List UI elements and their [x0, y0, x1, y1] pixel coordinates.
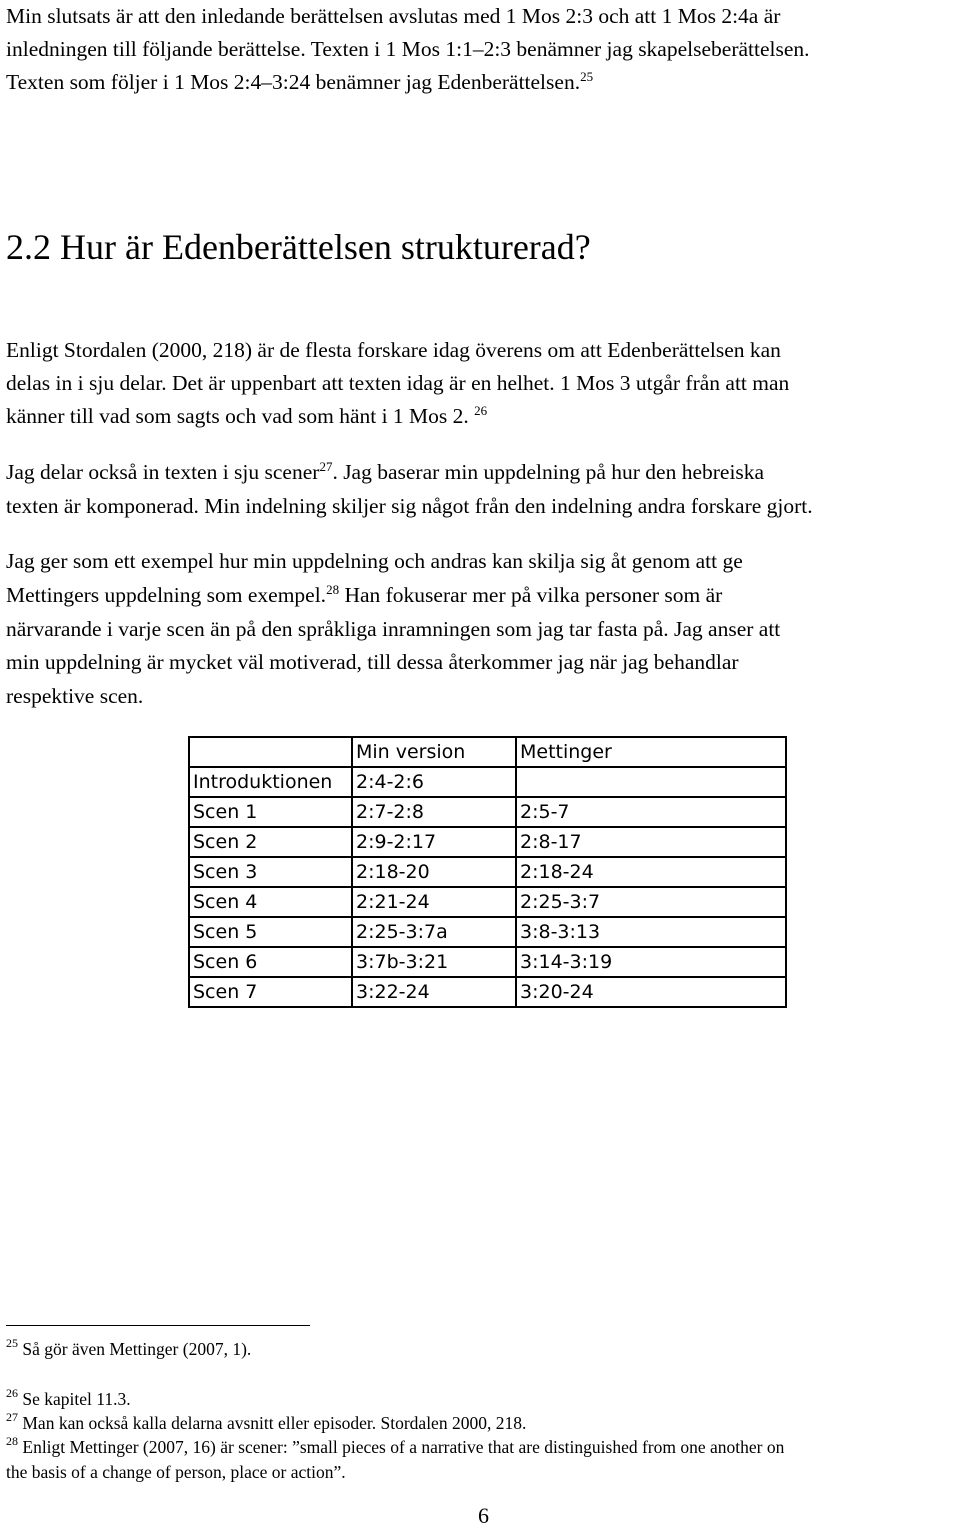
table-row — [189, 827, 786, 857]
min-version-cell: 2:9-2:17 — [352, 827, 516, 857]
mettinger-cell: 2:5-7 — [516, 797, 786, 827]
header-cell-empty — [189, 737, 352, 767]
table-row — [189, 947, 786, 977]
footnote-ref-28[interactable]: 28 — [326, 582, 340, 597]
para2-line-2: texten är komponerad. Min indelning skiljer sig något från den indelning andra forskare gjort. — [6, 494, 813, 518]
min-version-cell: 2:25-3:7a — [352, 917, 516, 947]
para2-line-1 — [6, 459, 765, 484]
section-heading: 2.2 Hur är Edenberättelsen strukturerad? — [6, 227, 591, 267]
table-row — [189, 767, 786, 797]
mettinger-cell: 2:8-17 — [516, 827, 786, 857]
footnote-divider — [6, 1325, 310, 1326]
footnote-ref-26[interactable]: 26 — [474, 403, 488, 418]
table-row — [189, 917, 786, 947]
table-row — [189, 797, 786, 827]
scene-table — [188, 736, 787, 1008]
footnote-28-continuation: the basis of a change of person, place or action”. — [6, 1462, 346, 1482]
para3-line-2b: Han fokuserar mer på vilka personer som är — [339, 583, 723, 607]
mettinger-cell — [516, 767, 786, 797]
footnote-number: 27 — [6, 1410, 18, 1424]
min-version-cell: 2:7-2:8 — [352, 797, 516, 827]
footnote-25 — [6, 1336, 252, 1359]
para1-line-2: delas in i sju delar. Det är uppenbart att texten idag är en helhet. 1 Mos 3 utgår från att man — [6, 371, 790, 395]
row-label: Scen 5 — [189, 917, 352, 947]
footnote-text: Så gör även Mettinger (2007, 1). — [22, 1339, 252, 1359]
footnote-number: 25 — [6, 1336, 18, 1350]
row-label: Scen 7 — [189, 977, 352, 1007]
para3-line-1: Jag ger som ett exempel hur min uppdelning och andras kan skilja sig åt genom att ge — [6, 549, 743, 573]
para2-line-1b: . Jag baserar min uppdelning på hur den hebreiska — [332, 460, 765, 484]
intro-line-3 — [6, 69, 594, 94]
footnote-ref-27[interactable]: 27 — [319, 459, 333, 474]
mettinger-cell: 2:25-3:7 — [516, 887, 786, 917]
min-version-cell: 2:21-24 — [352, 887, 516, 917]
header-cell-min-version: Min version — [352, 737, 516, 767]
min-version-cell: 2:4-2:6 — [352, 767, 516, 797]
para2-line-1a: Jag delar också in texten i sju scener — [6, 460, 320, 484]
footnote-27 — [6, 1410, 527, 1433]
mettinger-cell: 3:14-3:19 — [516, 947, 786, 977]
row-label: Introduktionen — [189, 767, 352, 797]
footnote-text: Man kan också kalla delarna avsnitt eller episoder. Stordalen 2000, 218. — [22, 1413, 527, 1433]
footnote-28 — [6, 1434, 785, 1457]
row-label: Scen 6 — [189, 947, 352, 977]
table-row — [189, 977, 786, 1007]
row-label: Scen 1 — [189, 797, 352, 827]
para1-line-1: Enligt Stordalen (2000, 218) är de flesta forskare idag överens om att Edenberättelsen kan — [6, 338, 781, 362]
table-header-row — [189, 737, 786, 767]
row-label: Scen 3 — [189, 857, 352, 887]
page-number: 6 — [478, 1503, 489, 1528]
mettinger-cell: 3:20-24 — [516, 977, 786, 1007]
mettinger-cell: 3:8-3:13 — [516, 917, 786, 947]
footnote-26 — [6, 1386, 131, 1409]
footnote-text: Se kapitel 11.3. — [22, 1389, 131, 1409]
table-row — [189, 857, 786, 887]
row-label: Scen 4 — [189, 887, 352, 917]
footnote-number: 28 — [6, 1434, 18, 1448]
intro-line-3-text: Texten som följer i 1 Mos 2:4–3:24 benämner jag Edenberättelsen. — [6, 70, 581, 94]
row-label: Scen 2 — [189, 827, 352, 857]
header-cell-mettinger: Mettinger — [516, 737, 786, 767]
para1-line-3-text: känner till vad som sagts och vad som hänt i 1 Mos 2. — [6, 404, 469, 428]
intro-line-2: inledningen till följande berättelse. Texten i 1 Mos 1:1–2:3 benämner jag skapelseberättelsen. — [6, 37, 810, 61]
footnote-text: Enligt Mettinger (2007, 16) är scener: ”small pieces of a narrative that are distinguished from one another on — [22, 1437, 785, 1457]
para1-line-3 — [6, 403, 488, 428]
mettinger-cell: 2:18-24 — [516, 857, 786, 887]
footnote-ref-25[interactable]: 25 — [580, 69, 594, 84]
min-version-cell: 3:22-24 — [352, 977, 516, 1007]
intro-line-1: Min slutsats är att den inledande berättelsen avslutas med 1 Mos 2:3 och att 1 Mos 2:4a är — [6, 4, 781, 28]
footnote-number: 26 — [6, 1386, 18, 1400]
para3-line-3: närvarande i varje scen än på den språkliga inramningen som jag tar fasta på. Jag anser att — [6, 617, 781, 641]
min-version-cell: 2:18-20 — [352, 857, 516, 887]
para3-line-2a: Mettingers uppdelning som exempel. — [6, 583, 327, 607]
para3-line-4: min uppdelning är mycket väl motiverad, till dessa återkommer jag när jag behandlar — [6, 650, 739, 674]
table-row — [189, 887, 786, 917]
min-version-cell: 3:7b-3:21 — [352, 947, 516, 977]
para3-line-2 — [6, 582, 723, 607]
para3-line-5: respektive scen. — [6, 684, 144, 708]
